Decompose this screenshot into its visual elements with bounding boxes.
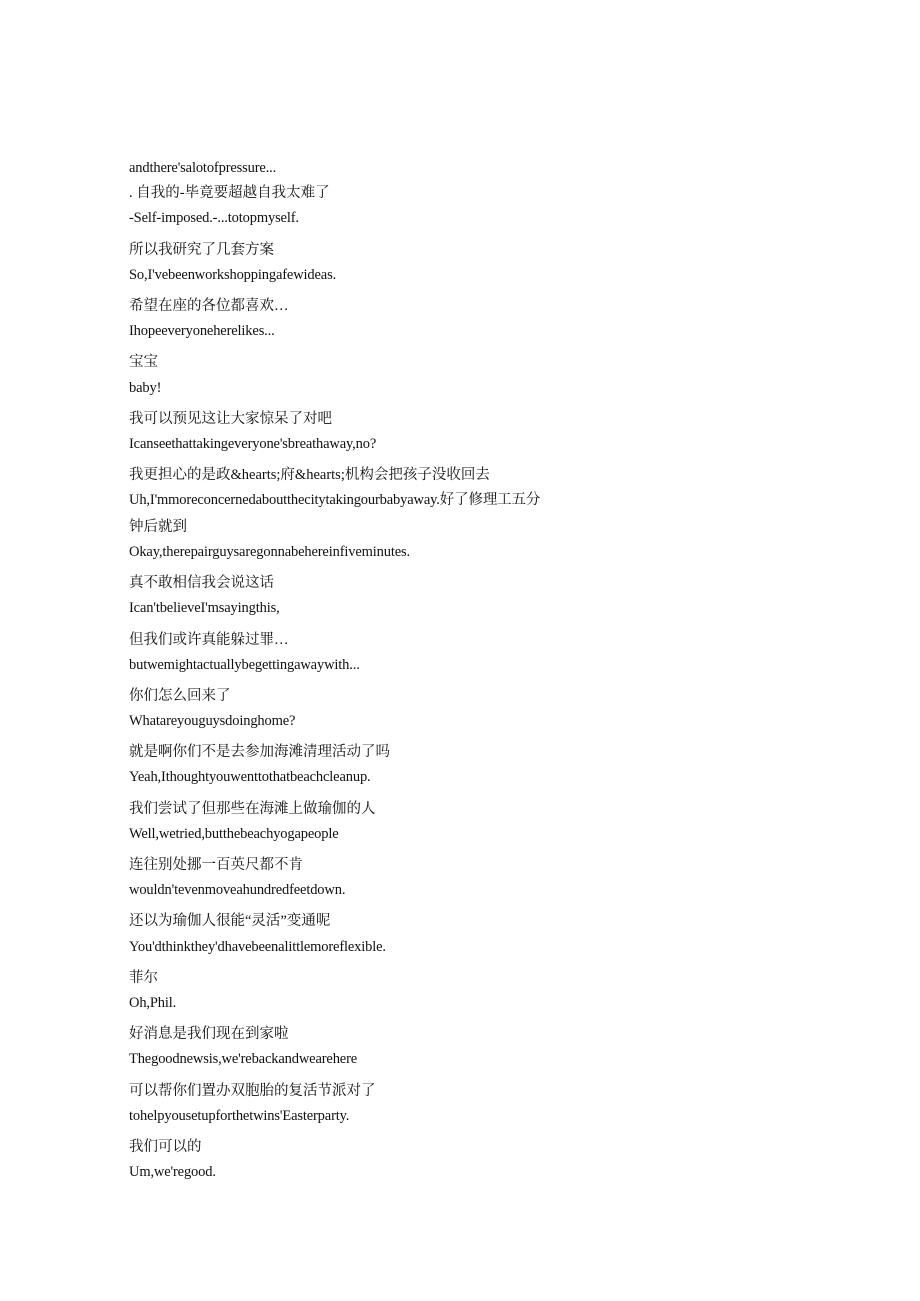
subtitle-line-en: Um,we'regood. <box>129 1164 216 1181</box>
subtitle-line-en: Ican'tbelieveI'msayingthis, <box>129 600 280 617</box>
subtitle-line-en: andthere'salotofpressure... <box>129 160 277 176</box>
subtitle-line-zh: 我们可以的 <box>129 1138 202 1155</box>
subtitle-line-zh: 你们怎么回来了 <box>129 687 231 704</box>
subtitle-line-en: baby! <box>129 379 162 396</box>
subtitle-line-zh: 真不敢相信我会说这话 <box>129 575 274 592</box>
subtitle-line-zh: 连往别处挪一百英尺都不肯 <box>129 857 303 873</box>
subtitle-line-en: So,I'vebeenworkshoppingafewideas. <box>129 266 337 283</box>
subtitle-transcript <box>129 156 829 1185</box>
subtitle-line-zh: 希望在座的各位都喜欢… <box>129 297 289 314</box>
subtitle-line-en: Ihopeeveryoneherelikes... <box>129 323 275 340</box>
subtitle-line-en: Oh,Phil. <box>129 994 177 1011</box>
subtitle-line-en: Icanseethattakingeveryone'sbreathaway,no? <box>129 435 377 452</box>
subtitle-line-zh: 就是啊你们不是去参加海滩清理活动了吗 <box>129 744 390 761</box>
subtitle-line-zh: 可以帮你们置办双胞胎的复活节派对了 <box>129 1082 376 1099</box>
subtitle-line-zh: 好消息是我们现在到家啦 <box>129 1026 289 1043</box>
subtitle-line-en: wouldn'tevenmoveahundredfeetdown. <box>129 882 346 899</box>
subtitle-line-en: Uh,I'mmoreconcernedaboutthecitytakingourbabyaway.好了修理工五分 <box>129 492 541 509</box>
subtitle-line-zh: 我更担心的是政&hearts;府&hearts;机构会把孩子没收回去 <box>129 467 490 484</box>
subtitle-line-en: tohelpyousetupforthetwins'Easterparty. <box>129 1107 350 1124</box>
subtitle-line-en: butwemightactuallybegettingawaywith... <box>129 656 360 673</box>
subtitle-line-zh: 我可以预见这让大家惊呆了对吧 <box>129 410 332 427</box>
subtitle-line-en: -Self-imposed.-...totopmyself. <box>129 210 299 227</box>
subtitle-line-zh: 还以为瑜伽人很能“灵活”变通呢 <box>129 913 331 930</box>
subtitle-line-zh: 所以我研究了几套方案 <box>129 241 274 258</box>
subtitle-line-en: You'dthinkthey'dhavebeenalittlemoreflexible. <box>129 938 386 955</box>
subtitle-line-zh: 宝宝 <box>129 354 158 371</box>
subtitle-line-zh: . 自我的-毕竟要超越自我太难了 <box>129 185 330 202</box>
subtitle-line-en: Well,wetried,butthebeachyogapeople <box>129 825 339 842</box>
subtitle-line-en: Whatareyouguysdoinghome? <box>129 713 296 730</box>
subtitle-line-en: Thegoodnewsis,we'rebackandwearehere <box>129 1051 358 1068</box>
subtitle-line-zh: 但我们或许真能躲过罪… <box>129 631 289 648</box>
subtitle-line-zh: 我们尝试了但那些在海滩上做瑜伽的人 <box>129 800 376 817</box>
subtitle-line-en: Okay,therepairguysaregonnabehereinfiveminutes. <box>129 543 410 560</box>
subtitle-line-zh: 钟后就到 <box>129 518 187 535</box>
subtitle-line-en: Yeah,Ithoughtyouwenttothatbeachcleanup. <box>129 769 371 786</box>
subtitle-line-zh: 菲尔 <box>129 969 158 986</box>
